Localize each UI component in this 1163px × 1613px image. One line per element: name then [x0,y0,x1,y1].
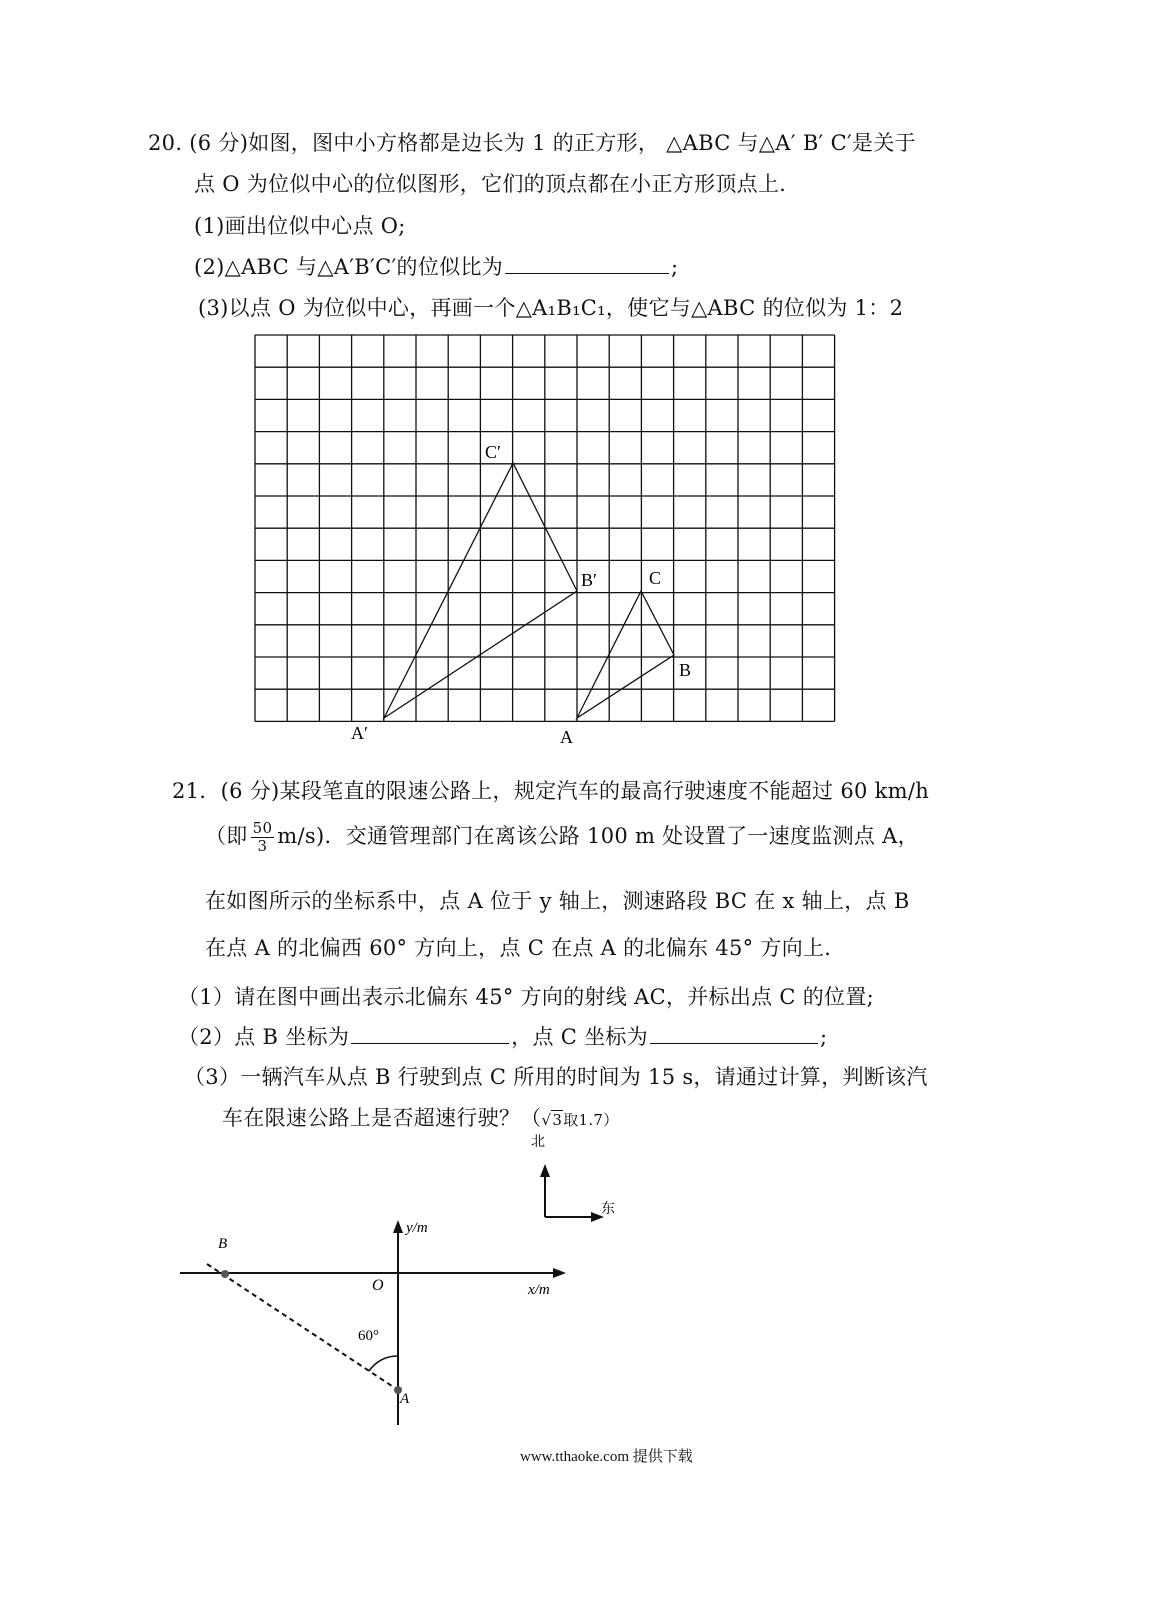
label-c-prime: C′ [485,442,501,462]
q21-line4: 在点 A 的北偏西 60° 方向上，点 C 在点 A 的北偏东 45° 方向上． [205,936,846,960]
q20-part2-suffix: ; [671,255,679,279]
q21-line2-prefix: （即 [205,824,248,848]
q20-line2: 点 O 为位似中心的位似图形，它们的顶点都在小正方形顶点上． [194,172,801,196]
origin-label: O [372,1277,384,1294]
compass-north-label: 北 [531,1135,545,1150]
q21-part2-c: ; [819,1025,828,1049]
q20-line1: 20. (6 分)如图，图中小方格都是边长为 1 的正方形， △ABC 与△A′ B′ C′是关于 [148,131,916,155]
angle-label: 60° [358,1328,379,1344]
label-a-prime: A′ [351,723,368,743]
q21-part1: （1）请在图中画出表示北偏东 45° 方向的射线 AC，并标出点 C 的位置; [178,985,875,1009]
q21-line1: 21．(6 分)某段笔直的限速公路上，规定汽车的最高行驶速度不能超过 60 km/h [172,779,930,803]
q21-part3-b: 车在限速公路上是否超速行驶？（ [222,1106,542,1130]
q21-line2-suffix: m/s)．交通管理部门在离该公路 100 m 处设置了一速度监测点 A， [277,824,919,848]
y-axis-arrow-icon [393,1220,403,1233]
point-a-label: A [400,1391,410,1407]
q21-part2-b: ，点 C 坐标为 [511,1025,648,1049]
fraction-numerator: 50 [252,819,273,837]
point-b-label: B [218,1236,228,1252]
q21-line3: 在如图所示的坐标系中，点 A 位于 y 轴上，测速路段 BC 在 x 轴上，点 B [205,889,910,913]
compass [545,1170,597,1217]
y-axis-label: y/m [406,1220,428,1236]
sqrt-3: √3 [541,1111,563,1129]
north-arrow-icon [540,1164,550,1177]
q21-part3-c: 取1.7） [563,1111,619,1129]
footer-source: www.tthaoke.com 提供下载 [520,1449,693,1465]
compass-east-label: 东 [601,1202,615,1217]
q20-part3: (3)以点 O 为位似中心，再画一个△A₁B₁C₁，使它与△ABC 的位似为 1：2 [198,296,904,320]
angle-arc [369,1356,398,1371]
axes [180,1228,558,1425]
sqrt-radicand: 3 [552,1111,563,1129]
x-axis-arrow-icon [553,1268,566,1278]
q21-part3a: （3）一辆汽车从点 B 行驶到点 C 所用的时间为 15 s，请通过计算，判断该汽 [184,1065,928,1089]
label-a: A [560,727,573,747]
q20-part2-prefix: (2)△ABC 与△A′B′C′的位似比为 [194,255,504,279]
q21-part2-a: （2）点 B 坐标为 [178,1025,350,1049]
point-b-marker [221,1270,229,1278]
x-axis-label: x/m [528,1282,550,1298]
label-b: B [679,660,692,680]
label-c: C [649,568,662,588]
fraction-denominator: 3 [257,837,268,855]
q20-part1: (1)画出位似中心点 O; [194,214,406,238]
label-b-prime: B′ [581,570,597,590]
